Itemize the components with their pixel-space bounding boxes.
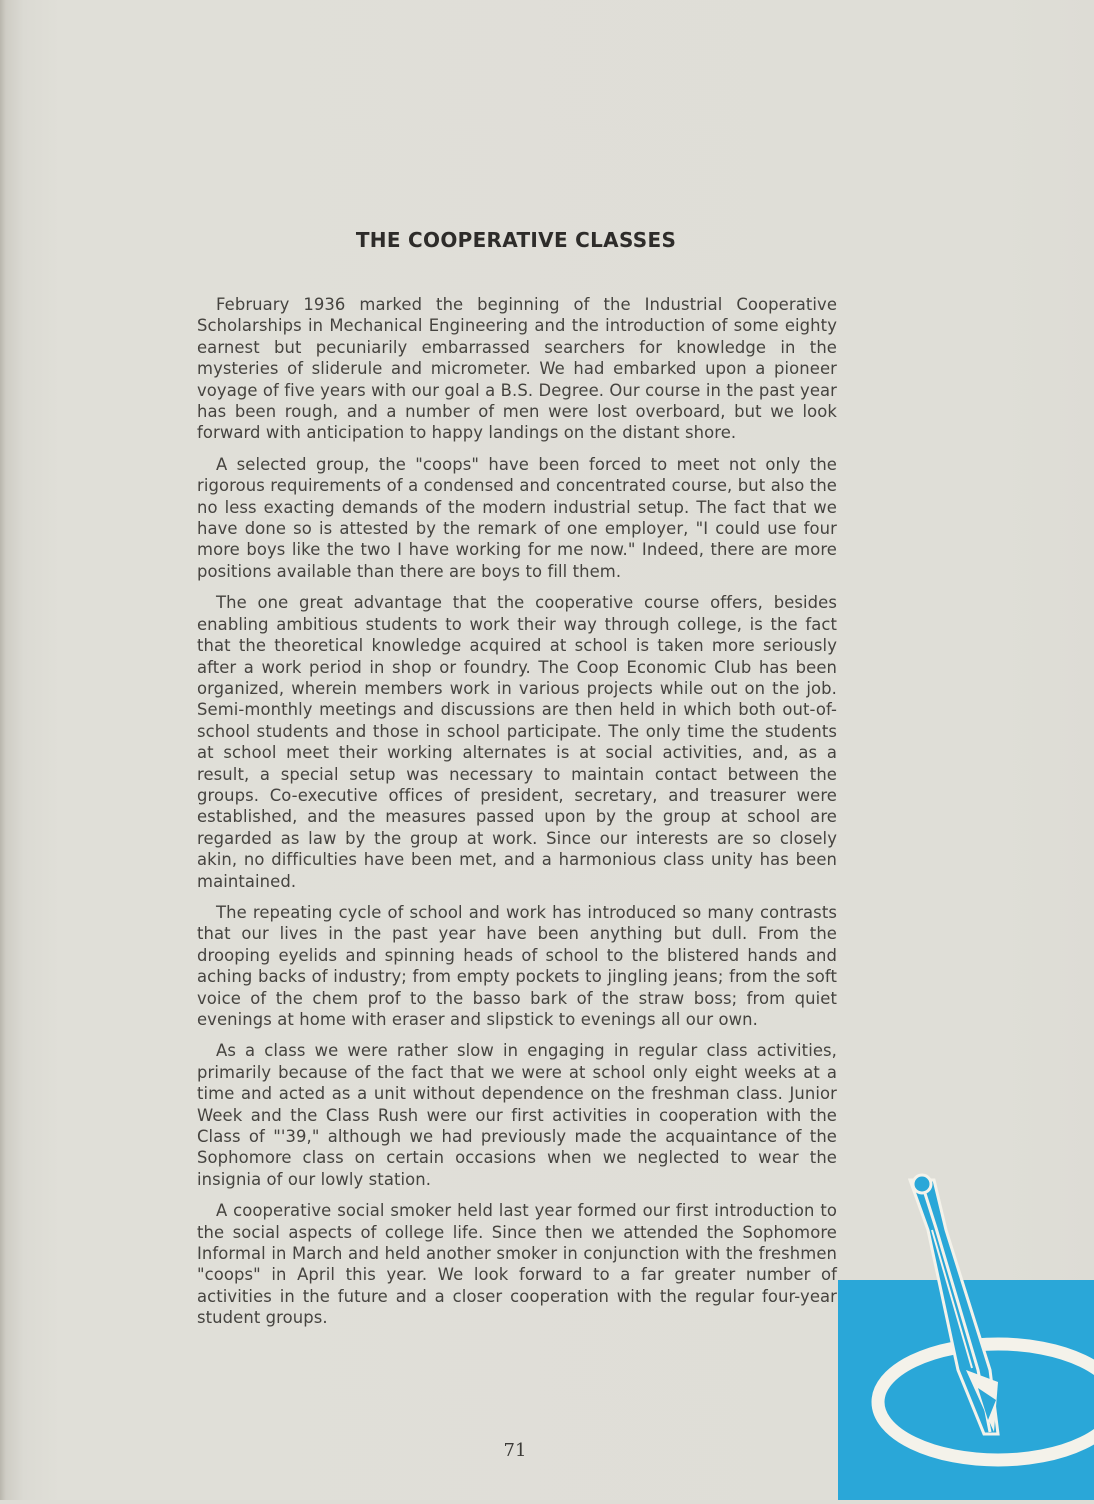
paragraph-6: A cooperative social smoker held last year formed our first introduction to the social aspects of college life. Since then we attended the Sophomore Informal in March and held another smoker in conjunction with the freshmen "coops" in April this year. We look forward to a far greater number of activities in the future and a closer cooperation with the regular four-year student groups. xyxy=(197,1201,837,1328)
page-title: THE COOPERATIVE CLASSES xyxy=(355,228,677,252)
paragraph-3: The one great advantage that the cooperative course offers, besides enabling ambitious students to work their way through college, is the fact that the theoretical knowledge acquired at school is taken more seriously after a work period in shop or foundry. The Coop Economic Club has been organized, wherein members work in various projects while out on the job. Semi-monthly meetings and discussions are then held in which both out-of-school students and those in school participate. The only time the students at school meet their working alternates is at social activities, and, as a result, a special setup was necessary to maintain contact between the groups. Co-executive offices of president, secretary, and treasurer were established, and the measures passed upon by the group at school are regarded as law by the group at work. Since our interests are so closely akin, no difficulties have been met, and a harmonious class unity has been maintained. xyxy=(197,593,837,891)
page-number: 71 xyxy=(503,1440,527,1461)
article-body xyxy=(197,294,837,1339)
paragraph-2: A selected group, the "coops" have been forced to meet not only the rigorous requirements of a condensed and concentrated course, but also the no less exacting demands of the modern industrial setup. The fact that we have done so is attested by the remark of one employer, "I could use four more boys like the two I have working for me now." Indeed, there are more positions available than there are boys to fill them. xyxy=(197,454,837,581)
paragraph-5: As a class we were rather slow in engaging in regular class activities, primarily because of the fact that we were at school only eight weeks at a time and acted as a unit without dependence on the freshman class. Junior Week and the Class Rush were our first activities in cooperation with the Class of "'39," although we had previously made the acquaintance of the Sophomore class on certain occasions when we neglected to wear the insignia of our lowly station. xyxy=(197,1041,837,1189)
paragraph-1: February 1936 marked the beginning of the Industrial Cooperative Scholarships in Mechanical Engineering and the introduction of some eighty earnest but pecuniarily embarrassed searchers for knowledge in the mysteries of sliderule and micrometer. We had embarked upon a pioneer voyage of five years with our goal a B.S. Degree. Our course in the past year has been rough, and a number of men were lost overboard, but we look forward with anticipation to happy landings on the distant shore. xyxy=(197,295,837,443)
paragraph-4: The repeating cycle of school and work has introduced so many contrasts that our lives in the past year have been anything but dull. From the drooping eyelids and spinning heads of school to the blistered hands and aching backs of industry; from empty pockets to jingling jeans; from the soft voice of the chem prof to the basso bark of the straw boss; from quiet evenings at home with eraser and slipstick to evenings all our own. xyxy=(197,902,837,1029)
drafting-pen-and-ink-blot-icon xyxy=(838,1170,1094,1500)
